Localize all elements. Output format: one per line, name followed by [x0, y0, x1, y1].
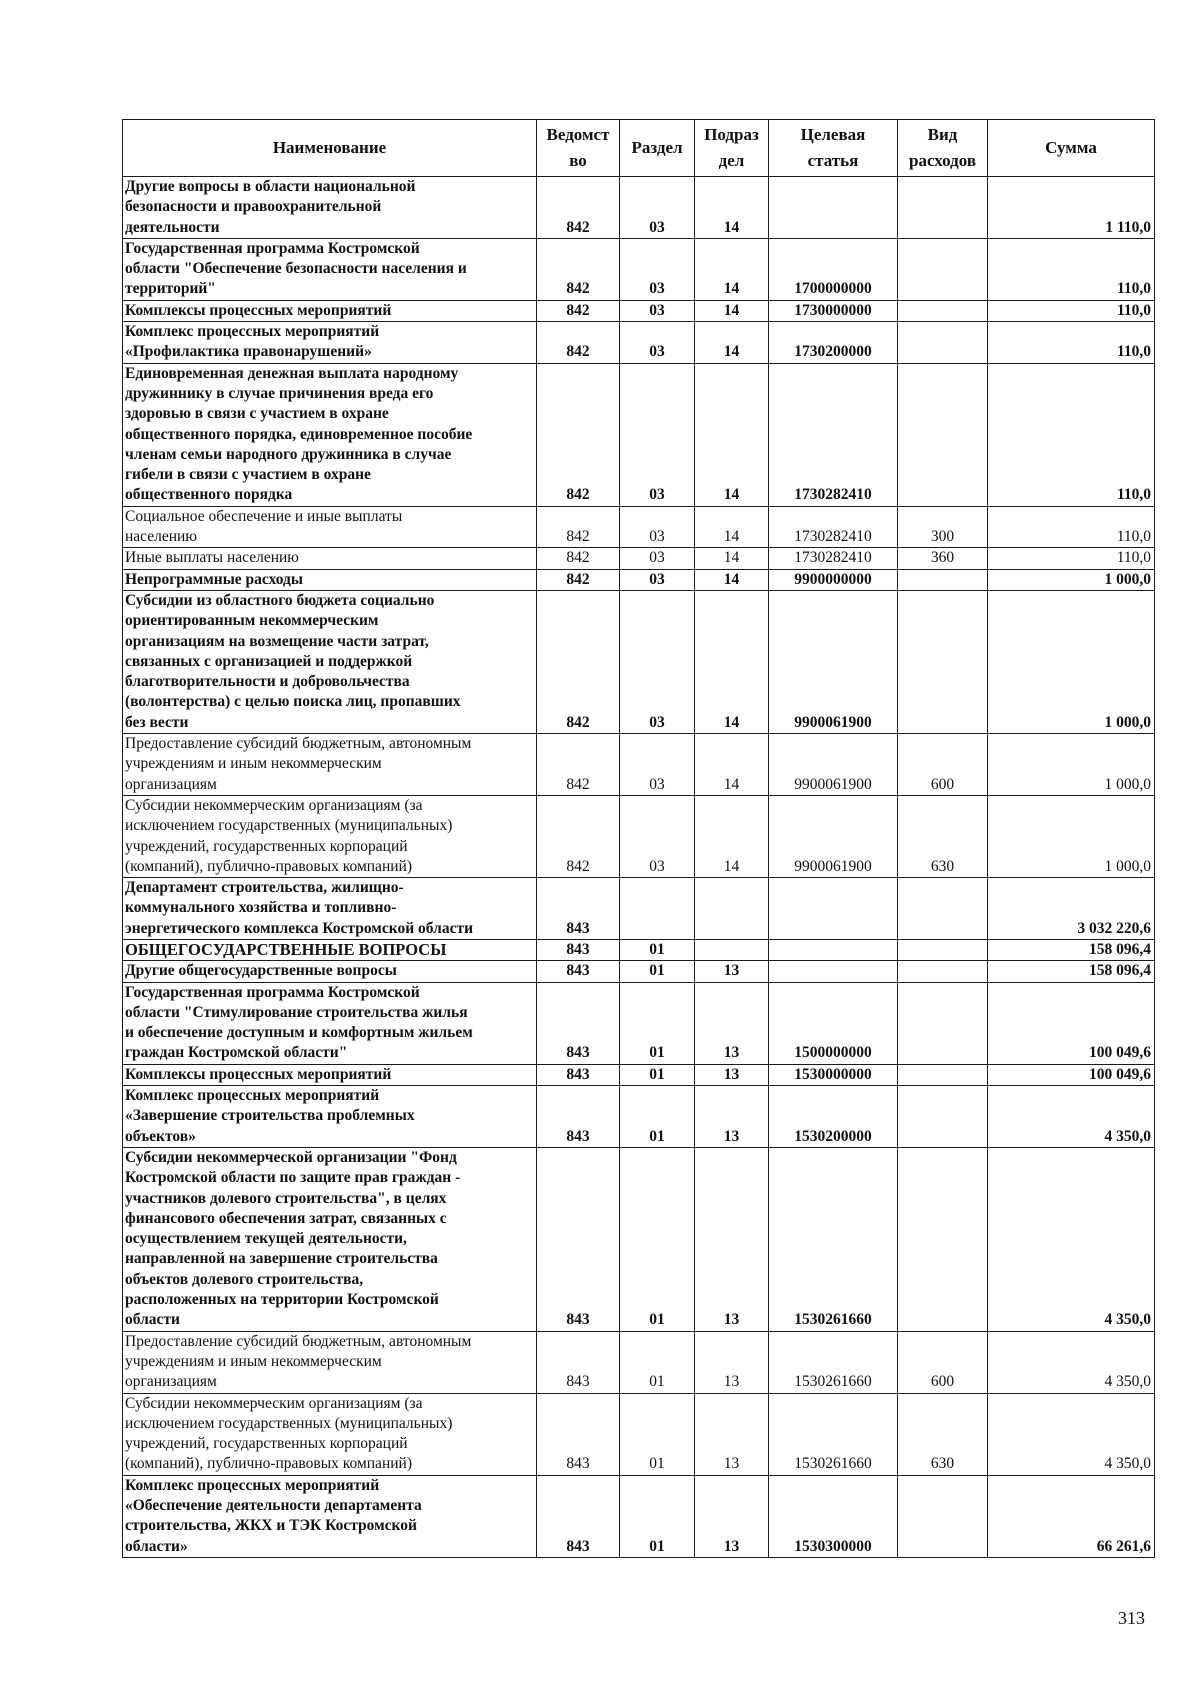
cell-sum: 110,0: [988, 548, 1155, 569]
cell-target: 9900061900: [769, 795, 898, 877]
col-header-subsection: Подраз дел: [695, 120, 769, 177]
cell-section: 01: [620, 961, 695, 982]
cell-sum: 4 350,0: [988, 1147, 1155, 1331]
cell-dept: 843: [537, 878, 620, 940]
cell-sum: 110,0: [988, 363, 1155, 506]
cell-target: 1530200000: [769, 1086, 898, 1148]
cell-sum: 3 032 220,6: [988, 878, 1155, 940]
cell-section: 03: [620, 177, 695, 239]
table-row: [123, 548, 1155, 569]
cell-dept: 842: [537, 569, 620, 590]
col-header-name: Наименование: [123, 120, 537, 177]
cell-section: 01: [620, 1147, 695, 1331]
table-row: [123, 1064, 1155, 1085]
col-header-target: Целевая статья: [769, 120, 898, 177]
cell-name: Другие общегосударственные вопросы: [123, 961, 537, 982]
table-row: [123, 569, 1155, 590]
cell-sum: 66 261,6: [988, 1475, 1155, 1557]
cell-dept: 843: [537, 1064, 620, 1085]
table-header-row: [123, 120, 1155, 177]
table-row: [123, 1331, 1155, 1393]
cell-section: 03: [620, 795, 695, 877]
cell-exp-type: [898, 1475, 988, 1557]
cell-dept: 842: [537, 795, 620, 877]
cell-dept: 843: [537, 939, 620, 960]
table-row: [123, 177, 1155, 239]
cell-subsection: 13: [695, 982, 769, 1064]
cell-exp-type: [898, 363, 988, 506]
cell-dept: 843: [537, 1475, 620, 1557]
cell-target: [769, 177, 898, 239]
cell-subsection: 14: [695, 238, 769, 300]
cell-dept: 843: [537, 982, 620, 1064]
cell-target: 1530000000: [769, 1064, 898, 1085]
cell-sum: 1 110,0: [988, 177, 1155, 239]
cell-name: Комплекс процессных мероприятий «Обеспечение деятельности департамента строительства, ЖКХ и ТЭК Костромской области»: [123, 1475, 537, 1557]
cell-name: Субсидии некоммерческим организациям (за исключением государственных (муниципальных) учреждений, государственных корпораций (компаний), публично-правовых компаний): [123, 795, 537, 877]
cell-section: 01: [620, 1331, 695, 1393]
cell-subsection: 13: [695, 1331, 769, 1393]
cell-dept: 843: [537, 1086, 620, 1148]
cell-target: 1530300000: [769, 1475, 898, 1557]
cell-exp-type: 600: [898, 1331, 988, 1393]
table-body: [123, 177, 1155, 1558]
cell-target: 9900000000: [769, 569, 898, 590]
table-row: [123, 734, 1155, 796]
cell-exp-type: 630: [898, 795, 988, 877]
cell-name: Комплексы процессных мероприятий: [123, 1064, 537, 1085]
cell-exp-type: [898, 177, 988, 239]
cell-exp-type: [898, 590, 988, 733]
table-row: [123, 238, 1155, 300]
cell-exp-type: [898, 878, 988, 940]
cell-sum: 1 000,0: [988, 569, 1155, 590]
cell-subsection: [695, 878, 769, 940]
cell-exp-type: [898, 322, 988, 364]
col-header-dept: Ведомст во: [537, 120, 620, 177]
cell-subsection: 14: [695, 177, 769, 239]
cell-subsection: 14: [695, 734, 769, 796]
cell-section: 01: [620, 1475, 695, 1557]
cell-sum: 110,0: [988, 238, 1155, 300]
cell-dept: 842: [537, 238, 620, 300]
cell-section: 03: [620, 363, 695, 506]
cell-name: Субсидии из областного бюджета социально ориентированным некоммерческим организациям на возмещение части затрат, связанных с организацией и поддержкой благотворительности и добровольчества (волонтерства) с целью поиска лиц, пропавших без вести: [123, 590, 537, 733]
cell-section: 03: [620, 569, 695, 590]
cell-dept: 842: [537, 177, 620, 239]
cell-dept: 842: [537, 734, 620, 796]
cell-subsection: [695, 939, 769, 960]
table-row: [123, 939, 1155, 960]
cell-name: Департамент строительства, жилищно- коммунального хозяйства и топливно- энергетического комплекса Костромской области: [123, 878, 537, 940]
table-row: [123, 363, 1155, 506]
cell-exp-type: [898, 1086, 988, 1148]
table-row: [123, 300, 1155, 321]
cell-subsection: 14: [695, 569, 769, 590]
cell-dept: 843: [537, 961, 620, 982]
cell-name: Другие вопросы в области национальной безопасности и правоохранительной деятельности: [123, 177, 537, 239]
col-header-sum: Сумма: [988, 120, 1155, 177]
cell-section: 01: [620, 1086, 695, 1148]
cell-exp-type: [898, 982, 988, 1064]
cell-section: 03: [620, 300, 695, 321]
cell-dept: 842: [537, 363, 620, 506]
cell-subsection: 14: [695, 506, 769, 548]
cell-subsection: 14: [695, 795, 769, 877]
cell-sum: 4 350,0: [988, 1331, 1155, 1393]
cell-exp-type: 300: [898, 506, 988, 548]
cell-subsection: 14: [695, 590, 769, 733]
cell-name: Предоставление субсидий бюджетным, автономным учреждениям и иным некоммерческим организациям: [123, 734, 537, 796]
cell-target: 1730200000: [769, 322, 898, 364]
cell-section: 01: [620, 1393, 695, 1475]
cell-dept: 842: [537, 506, 620, 548]
cell-name: Иные выплаты населению: [123, 548, 537, 569]
cell-target: [769, 939, 898, 960]
budget-table: [122, 119, 1155, 1558]
cell-dept: 843: [537, 1393, 620, 1475]
cell-subsection: 13: [695, 1064, 769, 1085]
cell-section: 03: [620, 506, 695, 548]
cell-subsection: 14: [695, 548, 769, 569]
cell-exp-type: [898, 569, 988, 590]
cell-exp-type: 360: [898, 548, 988, 569]
cell-dept: 843: [537, 1147, 620, 1331]
cell-sum: 100 049,6: [988, 1064, 1155, 1085]
cell-section: 03: [620, 322, 695, 364]
cell-sum: 110,0: [988, 506, 1155, 548]
cell-target: [769, 878, 898, 940]
cell-target: 1530261660: [769, 1147, 898, 1331]
cell-sum: 1 000,0: [988, 795, 1155, 877]
cell-name: ОБЩЕГОСУДАРСТВЕННЫЕ ВОПРОСЫ: [123, 939, 537, 960]
cell-section: [620, 878, 695, 940]
cell-name: Непрограммные расходы: [123, 569, 537, 590]
cell-name: Государственная программа Костромской области "Обеспечение безопасности населения и территорий": [123, 238, 537, 300]
cell-name: Комплекс процессных мероприятий «Завершение строительства проблемных объектов»: [123, 1086, 537, 1148]
table-row: [123, 1475, 1155, 1557]
cell-name: Социальное обеспечение и иные выплаты населению: [123, 506, 537, 548]
cell-exp-type: 630: [898, 1393, 988, 1475]
cell-section: 03: [620, 734, 695, 796]
cell-sum: 110,0: [988, 300, 1155, 321]
cell-target: 9900061900: [769, 734, 898, 796]
cell-sum: 110,0: [988, 322, 1155, 364]
cell-target: 1730282410: [769, 548, 898, 569]
table-row: [123, 1086, 1155, 1148]
cell-subsection: 14: [695, 322, 769, 364]
cell-subsection: 13: [695, 1393, 769, 1475]
cell-sum: 4 350,0: [988, 1086, 1155, 1148]
cell-subsection: 13: [695, 961, 769, 982]
cell-section: 03: [620, 548, 695, 569]
cell-section: 03: [620, 590, 695, 733]
table-row: [123, 1147, 1155, 1331]
cell-target: 9900061900: [769, 590, 898, 733]
cell-exp-type: [898, 238, 988, 300]
cell-subsection: 13: [695, 1475, 769, 1557]
cell-section: 01: [620, 1064, 695, 1085]
cell-subsection: 13: [695, 1086, 769, 1148]
table-row: [123, 795, 1155, 877]
cell-sum: 1 000,0: [988, 734, 1155, 796]
cell-sum: 100 049,6: [988, 982, 1155, 1064]
cell-dept: 842: [537, 590, 620, 733]
cell-section: 01: [620, 939, 695, 960]
cell-name: Единовременная денежная выплата народному дружиннику в случае причинения вреда его здоровью в связи с участием в охране общественного порядка, единовременное пособие членам семьи народного дружинника в случае гибели в связи с участием в охране общественного порядка: [123, 363, 537, 506]
cell-subsection: 14: [695, 300, 769, 321]
table-row: [123, 590, 1155, 733]
cell-name: Государственная программа Костромской области "Стимулирование строительства жилья и обеспечение доступным и комфортным жильем граждан Костромской области": [123, 982, 537, 1064]
table-row: [123, 878, 1155, 940]
cell-sum: 1 000,0: [988, 590, 1155, 733]
table-row: [123, 1393, 1155, 1475]
cell-sum: 4 350,0: [988, 1393, 1155, 1475]
cell-exp-type: [898, 1147, 988, 1331]
cell-exp-type: 600: [898, 734, 988, 796]
cell-dept: 842: [537, 300, 620, 321]
cell-name: Комплекс процессных мероприятий «Профилактика правонарушений»: [123, 322, 537, 364]
cell-subsection: 13: [695, 1147, 769, 1331]
cell-exp-type: [898, 1064, 988, 1085]
cell-sum: 158 096,4: [988, 939, 1155, 960]
cell-name: Субсидии некоммерческим организациям (за исключением государственных (муниципальных) учреждений, государственных корпораций (компаний), публично-правовых компаний): [123, 1393, 537, 1475]
table-row: [123, 506, 1155, 548]
col-header-exp-type: Вид расходов: [898, 120, 988, 177]
cell-name: Предоставление субсидий бюджетным, автономным учреждениям и иным некоммерческим организациям: [123, 1331, 537, 1393]
cell-sum: 158 096,4: [988, 961, 1155, 982]
cell-dept: 842: [537, 548, 620, 569]
cell-target: 1500000000: [769, 982, 898, 1064]
cell-target: 1700000000: [769, 238, 898, 300]
cell-exp-type: [898, 939, 988, 960]
page-number: 313: [1118, 1608, 1145, 1628]
cell-target: 1530261660: [769, 1331, 898, 1393]
cell-target: [769, 961, 898, 982]
cell-target: 1730282410: [769, 363, 898, 506]
cell-exp-type: [898, 300, 988, 321]
table-row: [123, 961, 1155, 982]
cell-section: 01: [620, 982, 695, 1064]
cell-target: 1730282410: [769, 506, 898, 548]
cell-subsection: 14: [695, 363, 769, 506]
budget-document: [122, 119, 1154, 1558]
cell-name: Субсидии некоммерческой организации "Фонд Костромской области по защите прав граждан - участников долевого строительства", в целях финансового обеспечения затрат, связанных с осуществлением текущей деятельности, направленной на завершение строительства объектов долевого строительства, расположенных на территории Костромской области: [123, 1147, 537, 1331]
table-row: [123, 982, 1155, 1064]
cell-target: 1530261660: [769, 1393, 898, 1475]
table-row: [123, 322, 1155, 364]
cell-section: 03: [620, 238, 695, 300]
cell-dept: 842: [537, 322, 620, 364]
cell-exp-type: [898, 961, 988, 982]
col-header-section: Раздел: [620, 120, 695, 177]
cell-target: 1730000000: [769, 300, 898, 321]
cell-name: Комплексы процессных мероприятий: [123, 300, 537, 321]
cell-dept: 843: [537, 1331, 620, 1393]
